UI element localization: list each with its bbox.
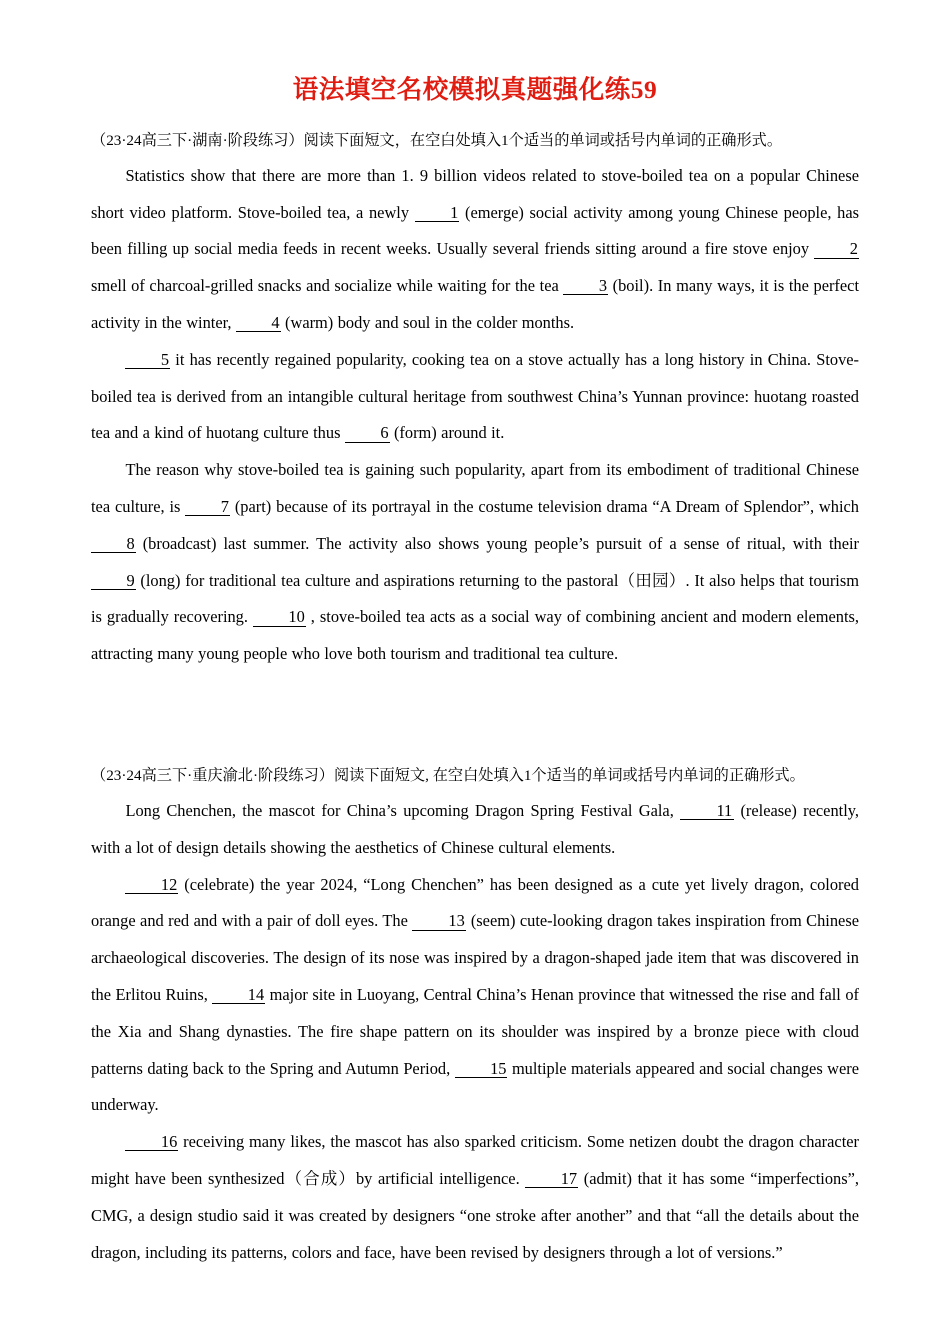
passage-text: major site in Luoyang, Central China’s Henan province that witnessed the rise and fall of the Xia and Shang dynasties. The fire shape pattern on its shoulder was inspired by a bronze piece with cloud patterns dating back to the Spring and Autumn Period,: [91, 985, 859, 1078]
passage-paragraph: [91, 342, 859, 452]
answer-blank-10[interactable]: 10: [253, 608, 306, 626]
answer-blank-2[interactable]: 2: [814, 240, 859, 258]
passage-text: , stove-boiled tea acts as a social way of combining ancient and modern elements, attracting many young people who love both tourism and traditional tea culture.: [91, 607, 859, 664]
passage-text: (form) around it.: [393, 423, 505, 443]
passage-text: (warm) body and soul in the colder months.: [285, 313, 575, 333]
passage-text: (part) because of its portrayal in the costume television drama “A Dream of Splendor”, which: [234, 497, 859, 517]
passage-text: (broadcast) last summer. The activity also shows young people’s pursuit of a sense of ritual, with their: [142, 533, 860, 553]
passage-text: (release) recently, with a lot of design details showing the aesthetics of Chinese cultural elements.: [91, 801, 859, 857]
section-gap: [91, 673, 859, 715]
answer-blank-1[interactable]: 1: [415, 204, 460, 222]
answer-blank-5[interactable]: 5: [125, 351, 170, 369]
passage-text: (long) for traditional tea culture and aspirations returning to the pastoral（田园）. It also helps that tourism is gradually recovering.: [91, 570, 859, 627]
passage-paragraph: [91, 793, 859, 867]
answer-blank-3[interactable]: 3: [563, 277, 608, 295]
answer-blank-12[interactable]: 12: [125, 876, 178, 894]
answer-blank-11[interactable]: 11: [680, 802, 734, 820]
passage-text: (boil). In many ways, it is the perfect activity in the winter,: [91, 276, 859, 333]
answer-blank-17[interactable]: 17: [525, 1170, 578, 1188]
section-source-line: （23·24高三下·重庆渝北·阶段练习）阅读下面短文, 在空白处填入1个适当的单词或括号内单词的正确形式。: [91, 767, 805, 785]
answer-blank-14[interactable]: 14: [212, 986, 265, 1004]
answer-blank-13[interactable]: 13: [412, 912, 466, 930]
page-title: 语法填空名校模拟真题强化练59: [292, 75, 658, 104]
section-source-line: （23·24高三下·湖南·阶段练习）阅读下面短文，在空白处填入1个适当的单词或括号内单词的正确形式。: [91, 131, 783, 149]
answer-blank-8[interactable]: 8: [91, 535, 136, 553]
passage-text: (seem) cute-looking dragon takes inspiration from Chinese archaeological discoveries. The design of its nose was inspired by a dragon-shaped jade item that was discovered in the Erlitou Ruins,: [91, 911, 859, 1005]
answer-blank-16[interactable]: 16: [125, 1133, 178, 1151]
answer-blank-4[interactable]: 4: [236, 314, 281, 332]
answer-blank-7[interactable]: 7: [185, 498, 230, 516]
passage-paragraph: [91, 1124, 859, 1271]
passage-text: Long Chenchen, the mascot for China’s upcoming Dragon Spring Festival Gala,: [125, 801, 681, 821]
passage-text: multiple materials appeared and social changes were underway.: [91, 1058, 859, 1115]
passage-paragraph: [91, 867, 859, 1125]
passage-paragraph: [91, 158, 859, 342]
passage-text: (admit) that it has some “imperfections”, CMG, a design studio said it was created by designers “one stroke after another” and that “all the details about the dragon, including its patterns, colors and face, have been revised by designers through a lot of versions.”: [91, 1169, 859, 1262]
passage-text: (emerge) social activity among young Chinese people, has been filling up social media feeds in recent weeks. Usually several friends sitting around a fire stove enjoy: [91, 202, 859, 259]
answer-blank-6[interactable]: 6: [345, 424, 390, 442]
passage-text: it has recently regained popularity, cooking tea on a stove actually has a long history in China. Stove-boiled tea is derived from an intangible cultural heritage from southwest China’s Yunnan province: huotang roasted tea and a kind of huotang culture thus: [91, 349, 859, 443]
passage-text: receiving many likes, the mascot has also sparked criticism. Some netizen doubt the dragon character might have been synthesized（合成）by artificial intelligence.: [91, 1132, 859, 1188]
answer-blank-9[interactable]: 9: [91, 572, 136, 590]
passage-text: Statistics show that there are more than 1. 9 billion videos related to stove-boiled tea on a popular Chinese short video platform. Stove-boiled tea, a newly: [91, 165, 859, 222]
passage-text: (celebrate) the year 2024, “Long Chenchen” has been designed as a cute yet lively dragon, colored orange and red and with a pair of doll eyes. The: [91, 874, 859, 931]
sections-container: [91, 106, 859, 1272]
answer-blank-15[interactable]: 15: [455, 1060, 508, 1078]
passage-text: smell of charcoal-grilled snacks and socialize while waiting for the tea: [91, 276, 564, 296]
passage-paragraph: [91, 452, 859, 673]
passage-text: The reason why stove-boiled tea is gaining such popularity, apart from its embodiment of traditional Chinese tea culture, is: [91, 460, 859, 517]
